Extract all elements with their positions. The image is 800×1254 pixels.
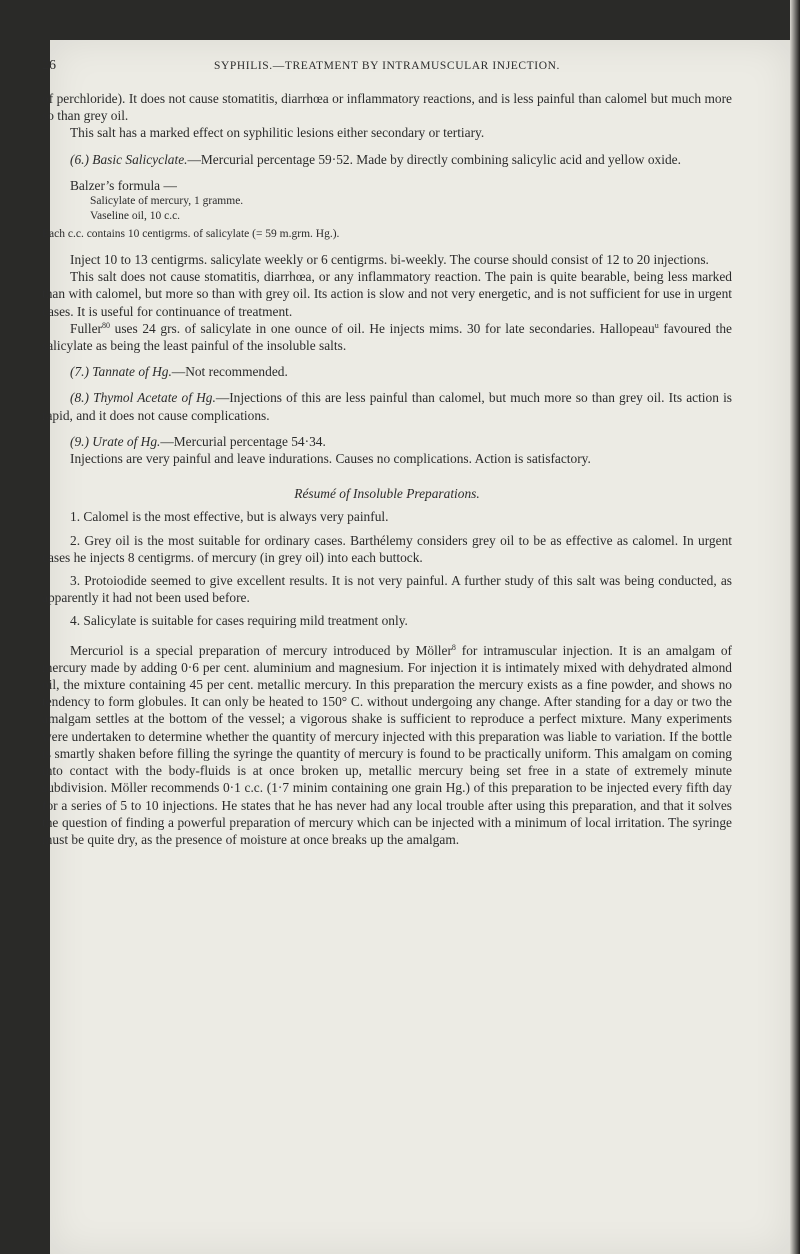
section-text: —Injections of this are less painful than calomel, but much more so than grey oil. Its action is rapid, and it does not cause complications. [42, 390, 733, 423]
section-text: —Mercurial percentage 59·52. Made by directly combining salicylic acid and yellow oxide. [187, 151, 681, 167]
formula-line: Vaseline oil, 10 c.c. [90, 210, 181, 223]
section-label: (8.) Thymol Acetate of Hg. [70, 390, 216, 406]
section-label: (7.) Tannate of Hg. [70, 364, 172, 380]
paragraph: Injections are very painful and leave indurations. Causes no complications. Action is satisfactory. [70, 451, 591, 467]
paragraph: of perchloride). It does not cause stomatitis, diarrhœa or inflammatory reactions, and is less painful than calomel but much more so than grey oil. [42, 91, 732, 124]
section-label: (9.) Urate of Hg. [70, 433, 161, 449]
paragraph: This salt has a marked effect on syphilitic lesions either secondary or tertiary. [70, 125, 485, 141]
text-run: Mercuriol is a special preparation of mercury introduced by Möller [70, 642, 452, 658]
list-item: 1. Calomel is the most effective, but is always very painful. [70, 509, 389, 525]
formula-intro: Balzer’s formula — [70, 177, 177, 193]
reference-marker: 80 [102, 320, 110, 330]
paragraph: This salt does not cause stomatitis, diarrhœa, or any inflammatory reaction. The pain is quite bearable, being less marked than with calomel, but more so than with grey oil. Its action is slow and not very energetic, and is not sufficient for use in urgent cases. It is useful for continuance of treatment. [42, 269, 732, 319]
running-head: SYPHILIS.—TREATMENT BY INTRAMUSCULAR INJECTION. [213, 60, 561, 72]
text-run: for intramuscular injection. It is an amalgam of mercury made by adding 0·6 per cent. aluminium and magnesium. For injection it is intimately mixed with dehydrated almond oil, the mixture containing 45 per cent. metallic mercury. In this preparation the mercury exists as a fine powder, and shows no tendency to form globules. It can only be heated to 150° C. without undergoing any change. After standing for a day or two the amalgam settles at the bottom of the vessel; a vigorous shake is sufficient to reproduce a perfect mixture. Many experiments were undertaken to determine whether the quantity of mercury injected with this preparation was liable to variation. If the bottle is smartly shaken before filling the syringe the quantity of mercury is found to be practically uniform. This amalgam on coming into contact with the body-fluids is at once broken up, metallic mercury being set free in a state of extremely minute subdivision. Möller recommends 0·1 c.c. (1·7 minim containing one grain Hg.) of this preparation to be injected every fifth day for a series of 5 to 10 injections. He states that he has never had any local trouble after using this preparation, and that it solves the question of finding a powerful preparation of mercury which can be injected with a minimum of local irritation. The syringe must be quite dry, as the presence of moisture at once breaks up the amalgam. [42, 642, 732, 847]
text-run: favoured the salicylate as being the least painful of the insoluble salts. [42, 320, 732, 354]
paragraph: Inject 10 to 13 centigrms. salicylate weekly or 6 centigrms. bi-weekly. The course should consist of 12 to 20 injections. [70, 252, 709, 268]
reference-marker: 8 [451, 642, 456, 652]
section-label: (6.) Basic Salicyclate. [70, 151, 188, 167]
text-run: Fuller [70, 320, 102, 336]
formula-line: Salicylate of mercury, 1 gramme. [90, 195, 244, 208]
page-number: 26 [42, 58, 56, 73]
section-basic-salicylate [42, 151, 732, 168]
section-text: —Not recommended. [171, 364, 288, 380]
section-urate [42, 433, 732, 450]
list-item: 2. Grey oil is the most suitable for ordinary cases. Barthélemy considers grey oil to be as effective as calomel. In urgent cases he injects 8 centigrms. of mercury (in grey oil) into each buttock. [42, 532, 732, 565]
section-heading: Résumé of Insoluble Preparations. [294, 486, 480, 502]
section-thymol-acetate [42, 389, 732, 423]
list-item: 4. Salicylate is suitable for cases requiring mild treatment only. [70, 613, 408, 629]
text-run: uses 24 grs. of salicylate in one ounce of oil. He injects mims. 30 for late secondaries. Hallopeau [110, 320, 655, 336]
section-text: —Mercurial percentage 54·34. [160, 433, 326, 449]
page-edge-shadow [790, 0, 800, 1254]
list-item: 3. Protoiodide seemed to give excellent results. It is not very painful. A further study of this salt was being conducted, as apparently it had not been used before. [42, 573, 732, 606]
paragraph-mercuriol [42, 642, 732, 848]
paragraph [42, 320, 732, 354]
formula-line: Each c.c. contains 10 centigrms. of salicylate (= 59 m.grm. Hg.). [42, 228, 340, 241]
reference-marker: u [654, 320, 659, 330]
page-body [42, 62, 732, 848]
section-tannate [42, 363, 732, 380]
